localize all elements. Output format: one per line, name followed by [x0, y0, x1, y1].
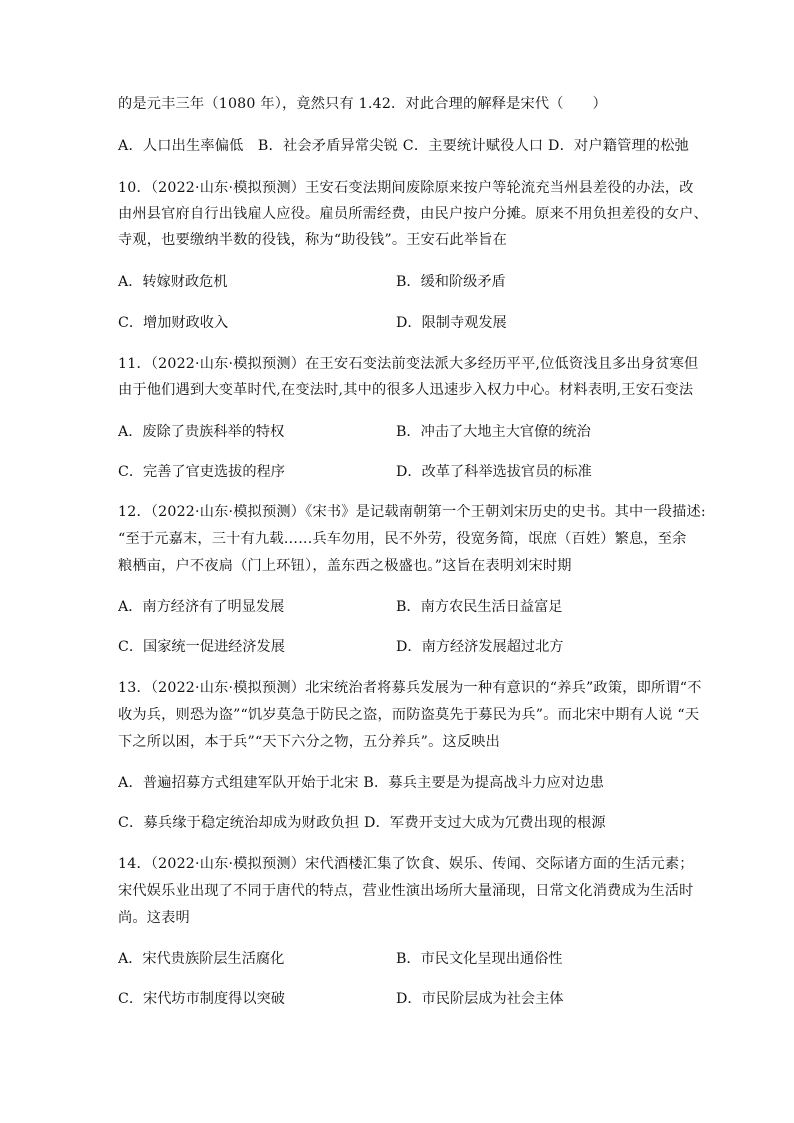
q14-option-c: C．宋代坊市制度得以突破 [118, 991, 285, 1007]
q9-options: A．人口出生率偏低 B．社会矛盾异常尖锐 C．主要统计赋役人口 D．对户籍管理的松弛 [118, 138, 690, 154]
q10-option-d: D．限制寺观发展 [396, 315, 507, 331]
q10-option-a: A．转嫁财政危机 [118, 274, 228, 290]
q11-option-a: A．废除了贵族科举的特权 [118, 424, 285, 440]
q13-options-cd: C．募兵缘于稳定统治却成为财政负担 D．军费开支过大成为冗费出现的根源 [118, 815, 606, 831]
q13-stem-line-1: 13．（2022·山东·模拟预测）北宋统治者将募兵发展为一种有意识的“养兵”政策，即所谓“不 [118, 680, 702, 696]
q14-option-b: B．市民文化呈现出通俗性 [396, 951, 563, 967]
q11-stem-line-2: 由于他们遇到大变革时代,在变法时,其中的很多人迅速步入权力中心。材料表明,王安石变法 [118, 382, 694, 398]
q9-stem-continuation: 的是元丰三年（1080 年），竟然只有 1.42．对此合理的解释是宋代（ ） [118, 96, 607, 112]
q10-option-c: C．增加财政收入 [118, 315, 229, 331]
q14-stem-line-3: 尚。这表明 [118, 910, 190, 926]
q10-stem-line-1: 10．（2022·山东·模拟预测）王安石变法期间废除原来按户等轮流充当州县差役的办法，改 [118, 180, 694, 196]
q13-stem-line-3: 下之所以困，本于兵”“天下六分之物，五分养兵”。这反映出 [118, 734, 501, 750]
q13-options-ab: A．普遍招募方式组建军队开始于北宋 B．募兵主要是为提高战斗力应对边患 [118, 775, 605, 791]
q11-option-b: B．冲击了大地主大官僚的统治 [396, 424, 591, 440]
q14-option-d: D．市民阶层成为社会主体 [396, 991, 564, 1007]
q11-option-d: D．改革了科举选拔官员的标准 [396, 464, 592, 480]
q10-stem-line-3: 寺观，也要缴纳半数的役钱，称为“助役钱”。王安石此举旨在 [118, 232, 507, 248]
q14-option-a: A．宋代贵族阶层生活腐化 [118, 951, 285, 967]
q12-option-b: B．南方农民生活日益富足 [396, 599, 563, 615]
q11-stem-line-1: 11．（2022·山东·模拟预测）在王安石变法前变法派大多经历平平,位低资浅且多出身贫寒但 [118, 356, 699, 372]
q11-option-c: C．完善了官吏选拔的程序 [118, 464, 285, 480]
q12-stem-line-1: 12．（2022·山东·模拟预测）《宋书》是记载南朝第一个王朝刘宋历史的史书。其中一段描述: [118, 504, 706, 520]
q13-stem-line-2: 收为兵，则恐为盗”“饥岁莫急于防民之盗，而防盗莫先于募民为兵”。而北宋中期有人说 “天 [118, 707, 700, 723]
q10-stem-line-2: 由州县官府自行出钱雇人应役。雇员所需经费，由民户按户分摊。原来不用负担差役的女户、 [118, 206, 708, 222]
q10-option-b: B．缓和阶级矛盾 [396, 274, 506, 290]
q12-stem-line-3: 粮栖亩，户不夜扃（门上环钮），盖东西之极盛也。”这旨在表明刘宋时期 [118, 558, 572, 574]
q12-option-d: D．南方经济发展超过北方 [396, 639, 564, 655]
q12-option-a: A．南方经济有了明显发展 [118, 599, 285, 615]
q14-stem-line-2: 宋代娱乐业出现了不同于唐代的特点，营业性演出场所大量涌现，日常文化消费成为生活时 [118, 883, 694, 899]
q14-stem-line-1: 14．（2022·山东·模拟预测）宋代酒楼汇集了饮食、娱乐、传闻、交际诸方面的生活元素； [118, 856, 694, 872]
q12-stem-line-2: “至于元嘉末，三十有九载……兵车勿用，民不外劳，役宽务简，氓庶（百姓）繁息，至余 [118, 531, 687, 547]
q12-option-c: C．国家统一促进经济发展 [118, 639, 285, 655]
